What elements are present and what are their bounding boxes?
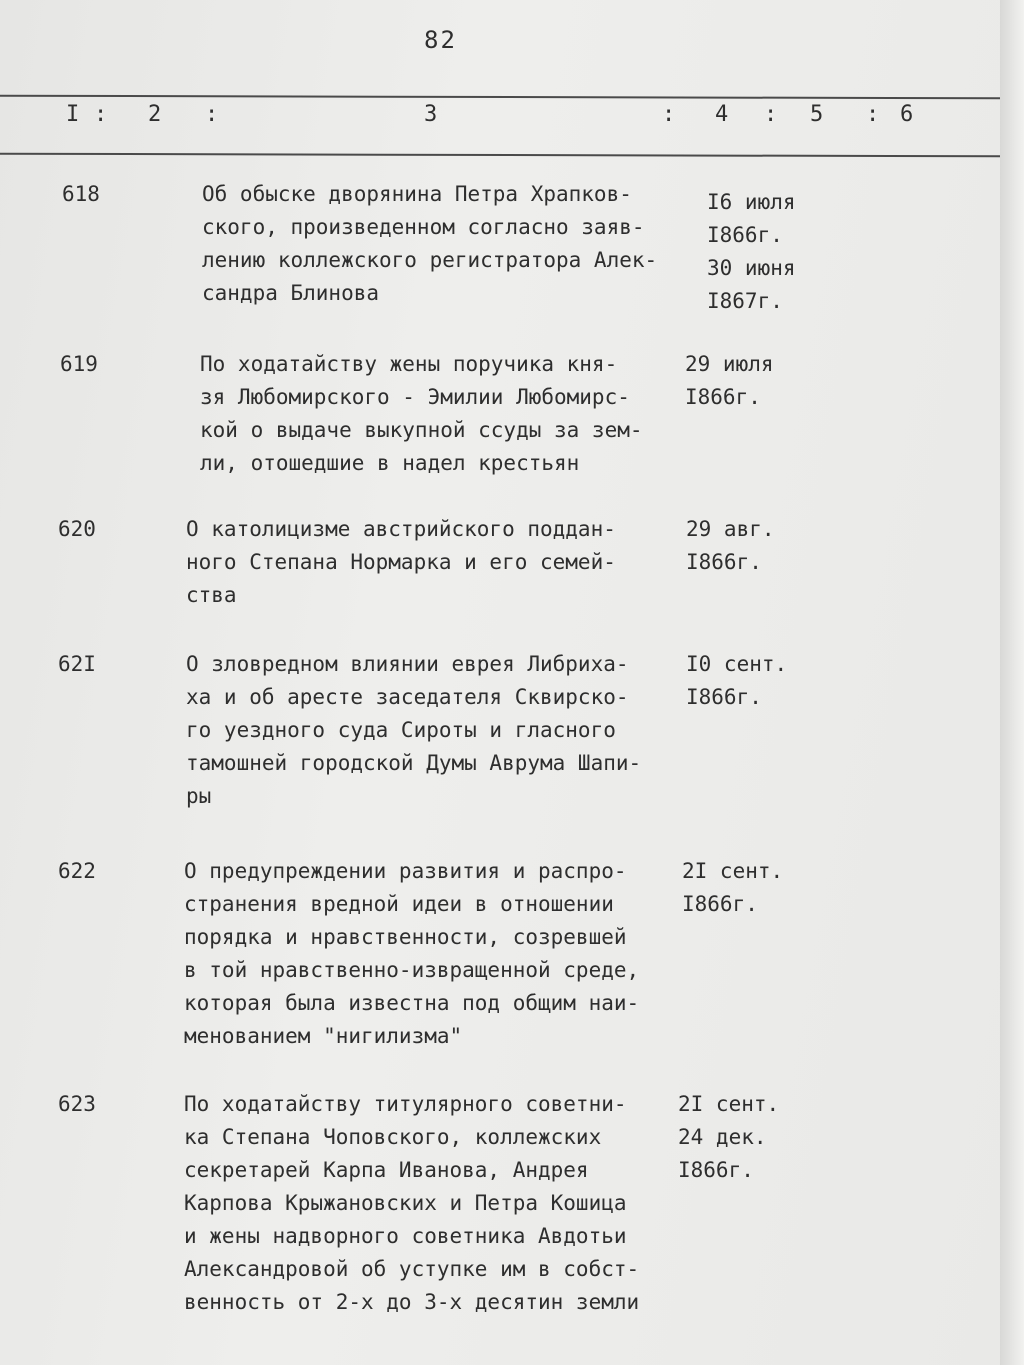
column-separator: : [205,102,219,127]
text-line: сандра Блинова [202,281,380,305]
date-line: I0 сент. [686,652,788,676]
text-line: кой о выдаче выкупной ссуды за зем- [200,418,643,442]
entry-date [685,348,835,414]
entry-number: 623 [58,1092,96,1116]
text-line: ли, отошедшие в надел крестьян [200,451,580,475]
date-line: I866г. [707,223,783,247]
entry-text [184,855,704,1053]
text-line: Об обыске дворянина Петра Храпков- [202,182,632,206]
text-line: Александровой об уступке им в собст- [184,1257,640,1281]
entry-date [707,186,857,318]
date-line: 29 авг. [686,517,775,541]
column-separator: : [94,102,108,127]
text-line: которая была известна под общим наи- [184,991,640,1015]
text-line: ного Степана Нормарка и его семей- [186,550,616,574]
date-line: 30 июня [707,256,796,280]
date-line: I866г. [686,550,762,574]
text-line: и жены надворного советника Авдотьи [184,1224,627,1248]
column-separator: : [866,102,880,127]
column-header-3: 3 [424,102,438,127]
text-line: тамошней городской Думы Аврума Шапи- [186,751,642,775]
entry-number: 622 [58,859,96,883]
date-line: I866г. [678,1158,754,1182]
entry-text [200,348,720,480]
entry-number: 62I [58,652,96,676]
text-line: ства [186,583,237,607]
date-line: 24 дек. [678,1125,767,1149]
entry-text [202,178,722,310]
text-line: в той нравственно-извращенной среде, [184,958,640,982]
date-line: 2I сент. [678,1092,780,1116]
text-line: менованием "нигилизма" [184,1024,463,1048]
column-header-2: 2 [148,102,162,127]
text-line: го уездного суда Сироты и гласного [186,718,616,742]
column-separator: : [662,102,676,127]
entry-date [686,513,836,579]
entry-number: 618 [62,182,100,206]
text-line: По ходатайству титулярного советни- [184,1092,627,1116]
date-line: 2I сент. [682,859,784,883]
text-line: ского, произведенном согласно заяв- [202,215,645,239]
column-separator: : [764,102,778,127]
date-line: I866г. [686,685,762,709]
text-line: По ходатайству жены поручика кня- [200,352,618,376]
date-line: I866г. [685,385,761,409]
date-line: I6 июля [707,190,796,214]
entry-text [186,648,706,813]
text-line: О зловредном влиянии еврея Либриха- [186,652,629,676]
entry-date [686,648,836,714]
column-header-6: 6 [900,102,914,127]
text-line: секретарей Карпа Иванова, Андрея [184,1158,589,1182]
text-line: лению коллежского регистратора Алек- [202,248,658,272]
entry-text [184,1088,704,1319]
entry-number: 619 [60,352,98,376]
entry-number: 620 [58,517,96,541]
text-line: ха и об аресте заседателя Сквирско- [186,685,629,709]
column-header-5: 5 [810,102,824,127]
text-line: венность от 2-х до 3-х десятин земли [184,1290,640,1314]
header-rule-top [0,95,1000,100]
date-line: I866г. [682,892,758,916]
column-header-1: I [66,102,80,127]
text-line: зя Любомирского - Эмилии Любомирс- [200,385,630,409]
date-line: 29 июля [685,352,774,376]
entry-date [678,1088,828,1187]
page-number: 82 [424,26,457,54]
column-header-4: 4 [715,102,729,127]
text-line: Карпова Крыжановских и Петра Кошица [184,1191,627,1215]
text-line: порядка и нравственности, созревшей [184,925,627,949]
date-line: I867г. [707,289,783,313]
text-line: О предупреждении развития и распро- [184,859,627,883]
entry-text [186,513,706,612]
text-line: ка Степана Чоповского, коллежских [184,1125,602,1149]
text-line: странения вредной идеи в отношении [184,892,614,916]
text-line: ры [186,784,212,808]
page-edge [1000,0,1024,1365]
entry-date [682,855,832,921]
text-line: О католицизме австрийского поддан- [186,517,616,541]
header-rule-bottom [0,153,1000,158]
